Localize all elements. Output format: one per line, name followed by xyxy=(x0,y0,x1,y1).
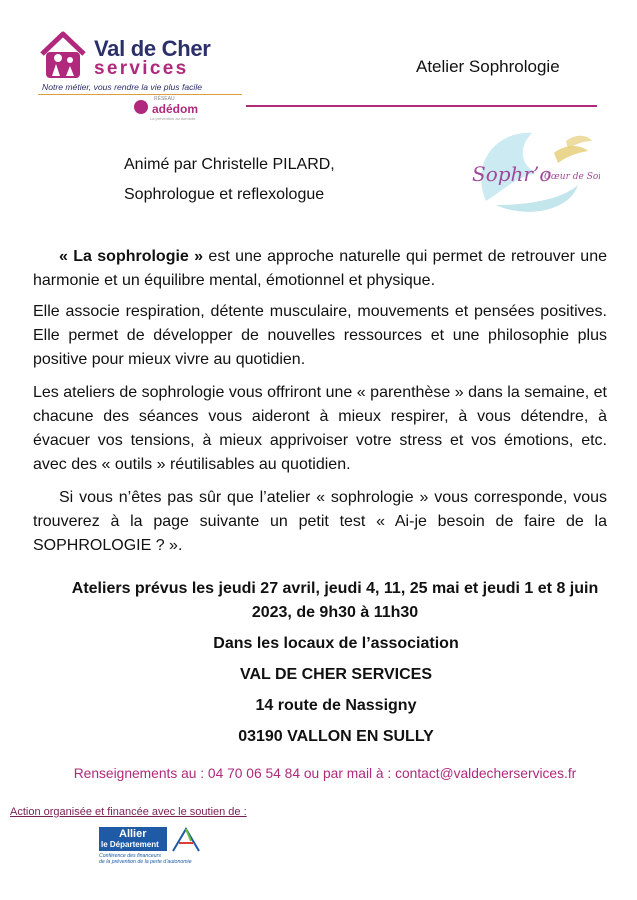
paragraph-workshops: Les ateliers de sophrologie vous offriront une « parenthèse » dans la semaine, et chacune des séances vous aideront à mieux respirer, à vous détendre, à évacuer vos tensions, à mieux apprivoiser votre stress et vos émotions, etc. avec des « outils » réutilisables au quotidien. xyxy=(33,384,607,473)
allier-a-icon xyxy=(169,827,203,853)
paragraph-intro xyxy=(33,245,607,293)
sophro-logo-graphic xyxy=(466,123,600,223)
funding-label: Action organisée et financée avec le soutien de : xyxy=(10,806,247,818)
brand-name-line2: services xyxy=(94,58,189,79)
tagline-divider xyxy=(38,94,242,95)
paragraph-intro-text: est une approche naturelle qui permet de retrouver une harmonie et un équilibre mental, émotionnel et physique. xyxy=(33,248,608,289)
contact-info: Renseignements au : 04 70 06 54 84 ou par mail à : contact@valdecherservices.fr xyxy=(73,766,577,781)
address-street: 14 route de Nassigny xyxy=(255,697,417,714)
paragraph-test: Si vous n’êtes pas sûr que l’atelier « sophrologie » vous corresponde, vous trouverez à la page suivante un petit test « Ai-je besoin de faire de la SOPHROLOGIE ? ». xyxy=(33,489,607,554)
allier-logo-line2: le Département xyxy=(101,840,159,849)
conference-line2: de la prévention de la perte d’autonomie xyxy=(99,859,192,865)
sophro-logo-script-text: Cœur de Soi xyxy=(544,172,600,182)
paragraph-intro-bold: « La sophrologie » xyxy=(59,248,204,265)
network-label: RÉSEAU xyxy=(154,96,175,102)
workshop-dates: Ateliers prévus les jeudi 27 avril, jeudi 4, 11, 25 mai et jeudi 1 et 8 juin 2023, de 9h30 à 11h30 xyxy=(71,580,599,621)
location-intro: Dans les locaux de l’association xyxy=(213,635,459,652)
address-city: 03190 VALLON EN SULLY xyxy=(238,728,434,745)
animator-name: Animé par Christelle PILARD, xyxy=(124,156,335,173)
val-de-cher-logo xyxy=(38,30,248,122)
paragraph-benefits: Elle associe respiration, détente musculaire, mouvements et pensées positives. Elle permet de développer de nouvelles ressources et une philosophie plus positive pour mieux vivre au quotidien. xyxy=(33,303,607,368)
allier-departement-logo xyxy=(99,827,203,867)
allier-logo-line1: Allier xyxy=(119,828,147,840)
sophro-logo-main-text: Sophr’o xyxy=(472,162,552,186)
organization-name: VAL DE CHER SERVICES xyxy=(239,666,433,683)
brand-name-line1: Val de Cher xyxy=(94,36,211,61)
conference-line1: Conférence des financeurs xyxy=(99,853,161,859)
brand-tagline: Notre métier, vous rendre la vie plus facile xyxy=(42,82,203,92)
house-family-icon xyxy=(38,30,88,80)
adedom-icon xyxy=(134,100,148,114)
header-divider xyxy=(246,105,597,107)
animator-block xyxy=(124,150,335,210)
allier-logo-box xyxy=(99,827,167,851)
network-name: adédom xyxy=(152,102,199,116)
network-subtitle: La prévention au domicile xyxy=(150,116,196,121)
page-title: Atelier Sophrologie xyxy=(416,57,560,76)
animator-role: Sophrologue et reflexologue xyxy=(124,186,325,203)
sophro-coeur-de-soi-logo xyxy=(466,123,600,223)
